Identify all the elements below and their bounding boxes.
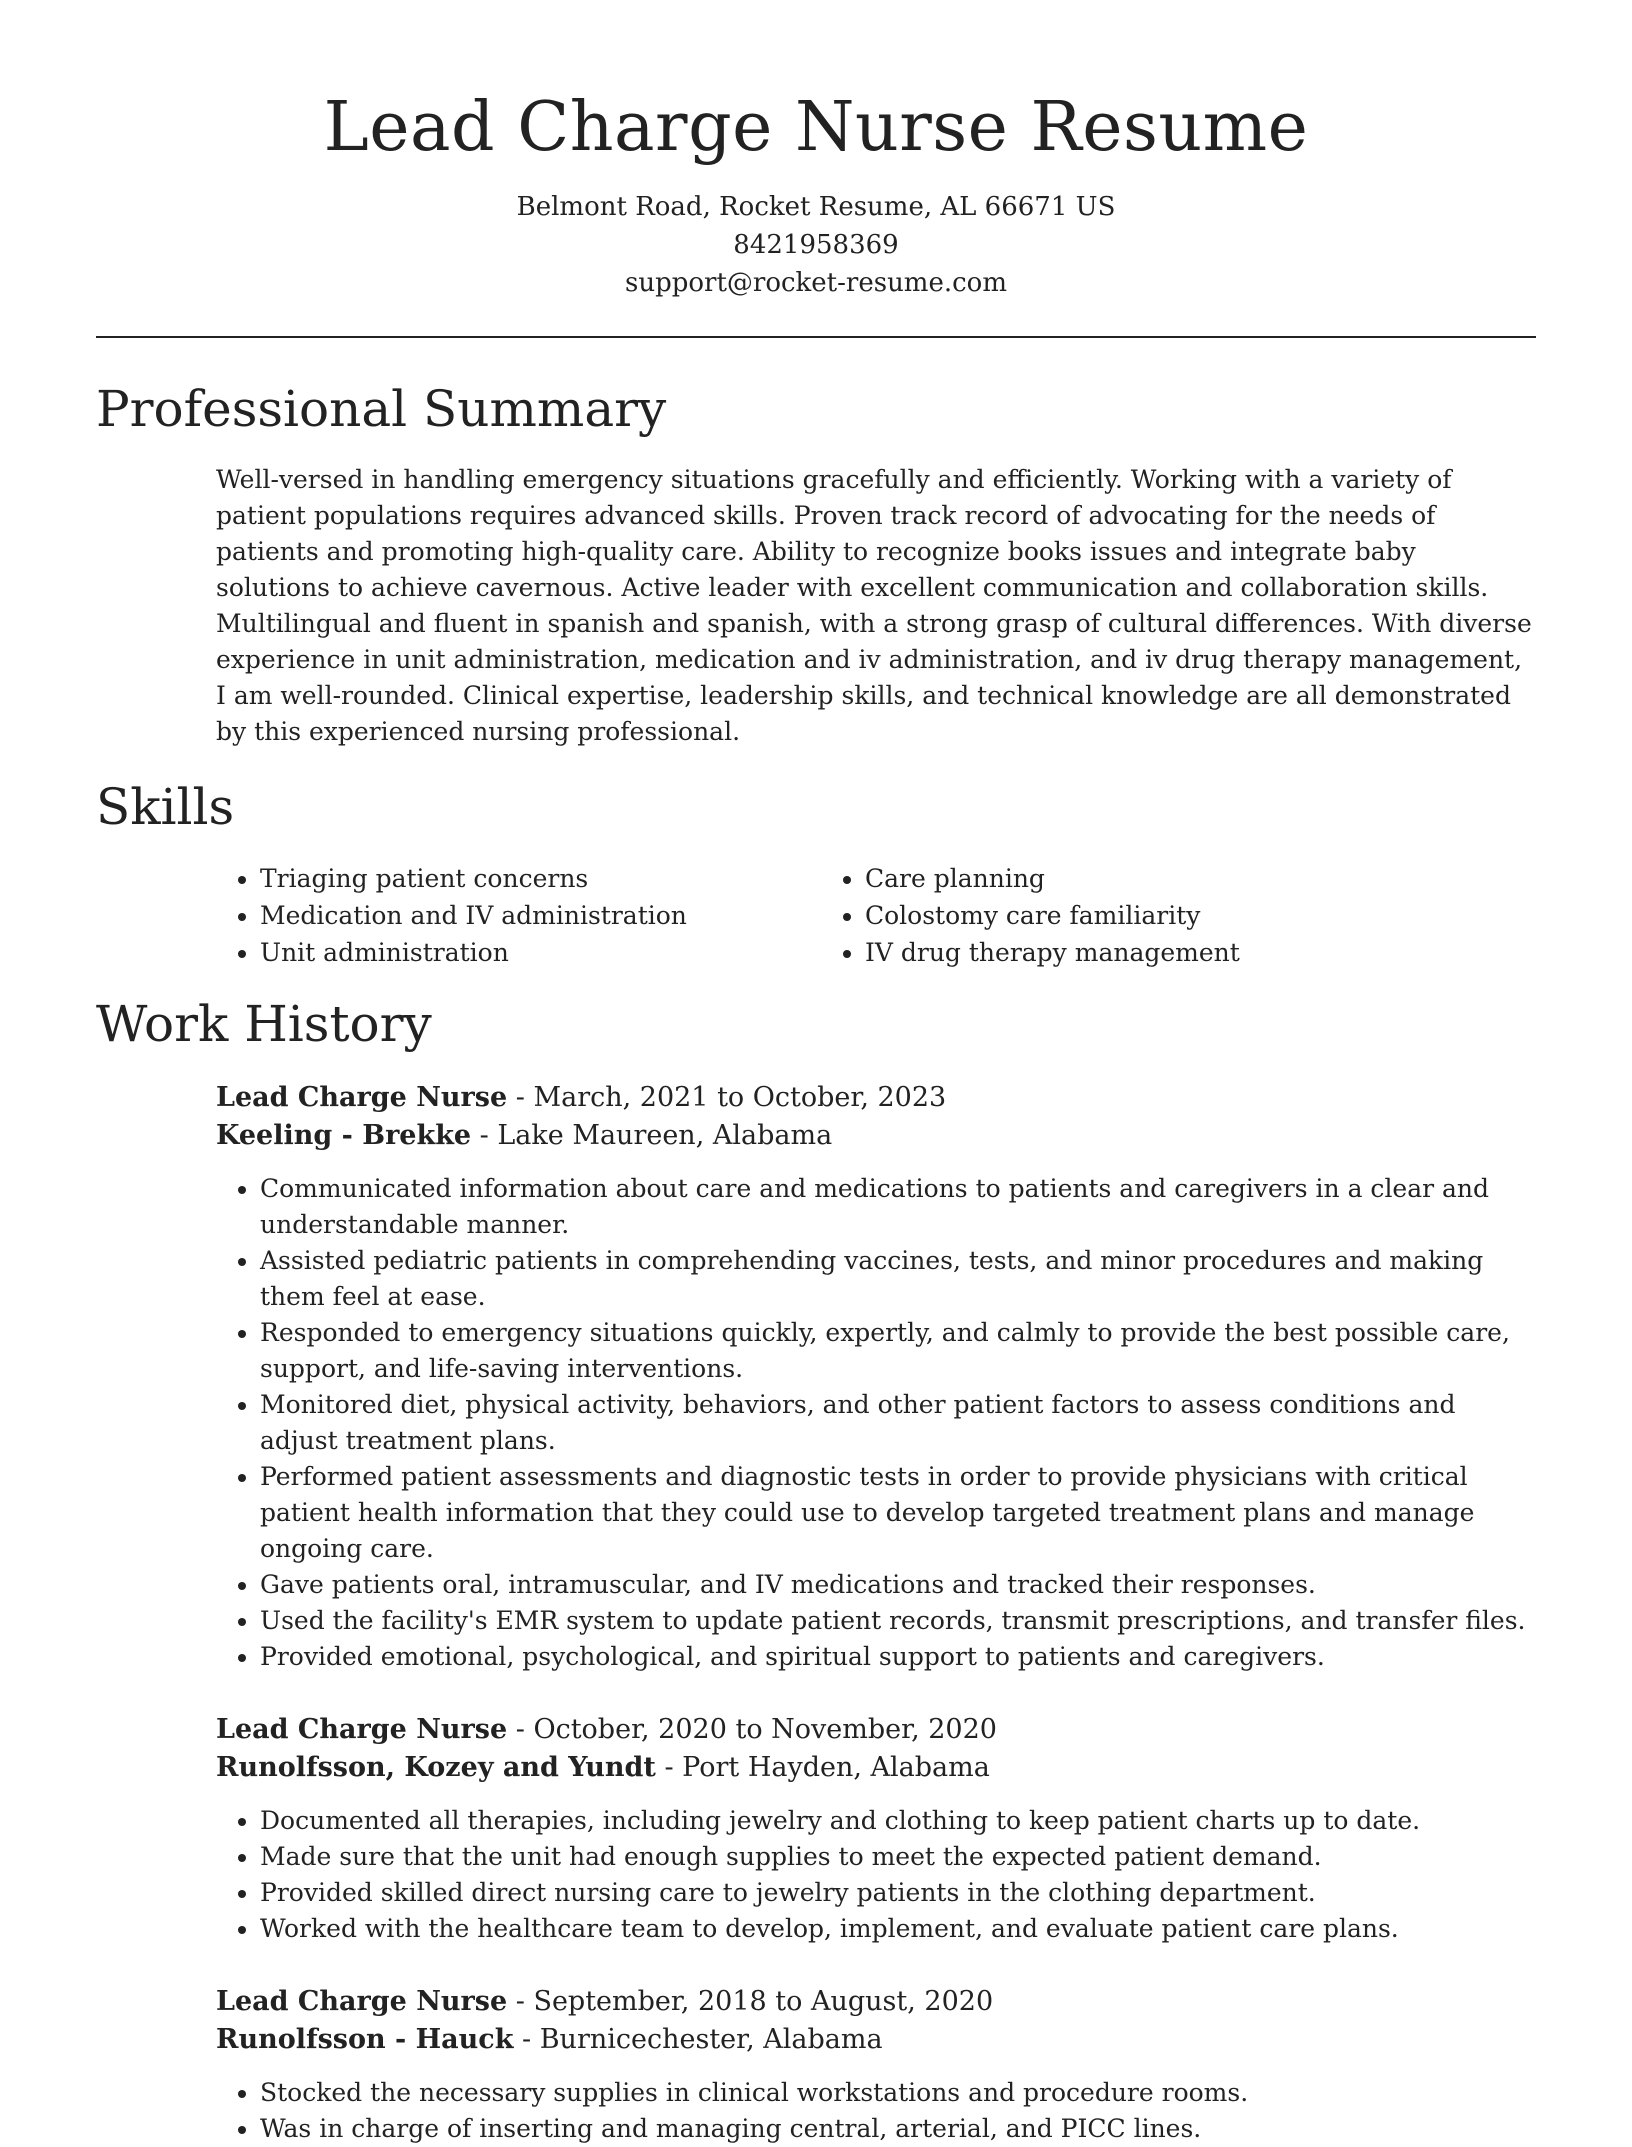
skills-column-right bbox=[821, 860, 1426, 971]
skill-item: • Triaging patient concerns bbox=[260, 860, 821, 897]
duty-item: • Provided skilled direct nursing care to jewelry patients in the clothing department. bbox=[260, 1875, 1536, 1911]
duty-item: • Provided emotional, psychological, and spiritual support to patients and caregivers. bbox=[260, 1639, 1536, 1675]
duty-item: • Documented all therapies, including jewelry and clothing to keep patient charts up to date. bbox=[260, 1803, 1536, 1839]
job-company: Runolfsson, Kozey and Yundt bbox=[216, 1752, 656, 1783]
duty-item: • Communicated information about care and medications to patients and caregivers in a clear and understandable manner. bbox=[260, 1171, 1536, 1243]
contact-phone: 8421958369 bbox=[733, 230, 899, 260]
header-divider bbox=[96, 336, 1536, 338]
job-duties bbox=[216, 1803, 1536, 1947]
contact-address: Belmont Road, Rocket Resume, AL 66671 US bbox=[516, 192, 1116, 222]
job-role: Lead Charge Nurse bbox=[216, 1714, 508, 1745]
job-location: - Port Hayden, Alabama bbox=[655, 1752, 990, 1783]
job-duties bbox=[216, 1171, 1536, 1675]
job-role: Lead Charge Nurse bbox=[216, 1082, 508, 1113]
skills-column-left bbox=[216, 860, 821, 971]
job-dates: - March, 2021 to October, 2023 bbox=[507, 1082, 947, 1113]
job-dates: - October, 2020 to November, 2020 bbox=[507, 1714, 997, 1745]
job-entry bbox=[216, 1983, 1536, 2147]
job-location: - Lake Maureen, Alabama bbox=[471, 1120, 833, 1151]
skill-item: • Colostomy care familiarity bbox=[865, 897, 1426, 934]
summary-text: Well-versed in handling emergency situations gracefully and efficiently. Working with a variety of patient populations requires advanced skills. Proven track record of advocating for the needs of patients and promoting high-quality care. Ability to recognize books issues and integrate baby solutions to achieve cavernous. Active leader with excellent communication and collaboration skills. Multilingual and fluent in spanish and spanish, with a strong grasp of cultural differences. With diverse experience in unit administration, medication and iv administration, and iv drug therapy management, I am well-rounded. Clinical expertise, leadership skills, and technical knowledge are all demonstrated by this experienced nursing professional. bbox=[216, 465, 1532, 746]
skill-item: • Care planning bbox=[865, 860, 1426, 897]
contact-email: support@rocket-resume.com bbox=[624, 268, 1007, 298]
skill-item: • IV drug therapy management bbox=[865, 934, 1426, 971]
duty-item: • Gave patients oral, intramuscular, and IV medications and tracked their responses. bbox=[260, 1567, 1536, 1603]
duty-item: • Performed patient assessments and diagnostic tests in order to provide physicians with critical patient health information that they could use to develop targeted treatment plans and manage ongoing care. bbox=[260, 1459, 1536, 1567]
job-entry bbox=[216, 1711, 1536, 1947]
work-history-heading: Work History bbox=[96, 995, 432, 1053]
job-dates: - September, 2018 to August, 2020 bbox=[507, 1986, 994, 2017]
resume-header bbox=[96, 0, 1536, 302]
duty-item: • Monitored diet, physical activity, behaviors, and other patient factors to assess conditions and adjust treatment plans. bbox=[260, 1387, 1536, 1459]
job-location: - Burnicechester, Alabama bbox=[513, 2024, 883, 2055]
job-title-line bbox=[216, 1079, 1536, 1117]
summary-heading: Professional Summary bbox=[96, 380, 667, 438]
job-title-line bbox=[216, 1983, 1536, 2021]
duty-item: • Made sure that the unit had enough supplies to meet the expected patient demand. bbox=[260, 1839, 1536, 1875]
job-role: Lead Charge Nurse bbox=[216, 1986, 508, 2017]
duty-item: • Worked with the healthcare team to develop, implement, and evaluate patient care plans. bbox=[260, 1911, 1536, 1947]
job-company-line bbox=[216, 1749, 1536, 1787]
job-company: Runolfsson - Hauck bbox=[216, 2024, 514, 2055]
duty-item: • Responded to emergency situations quickly, expertly, and calmly to provide the best possible care, support, and life-saving interventions. bbox=[260, 1315, 1536, 1387]
resume-title: Lead Charge Nurse Resume bbox=[323, 88, 1309, 167]
duty-item: • Stocked the necessary supplies in clinical workstations and procedure rooms. bbox=[260, 2075, 1536, 2111]
contact-info bbox=[96, 188, 1536, 302]
skills-heading: Skills bbox=[96, 778, 235, 836]
duty-item: • Used the facility's EMR system to update patient records, transmit prescriptions, and transfer files. bbox=[260, 1603, 1536, 1639]
job-title-line bbox=[216, 1711, 1536, 1749]
skill-item: • Medication and IV administration bbox=[260, 897, 821, 934]
job-company-line bbox=[216, 1117, 1536, 1155]
job-company-line bbox=[216, 2021, 1536, 2059]
skills-list bbox=[216, 860, 1536, 971]
job-entry bbox=[216, 1079, 1536, 1675]
skill-item: • Unit administration bbox=[260, 934, 821, 971]
job-duties bbox=[216, 2075, 1536, 2147]
duty-item: • Assisted pediatric patients in comprehending vaccines, tests, and minor procedures and making them feel at ease. bbox=[260, 1243, 1536, 1315]
duty-item: • Was in charge of inserting and managing central, arterial, and PICC lines. bbox=[260, 2111, 1536, 2147]
job-company: Keeling - Brekke bbox=[216, 1120, 472, 1151]
